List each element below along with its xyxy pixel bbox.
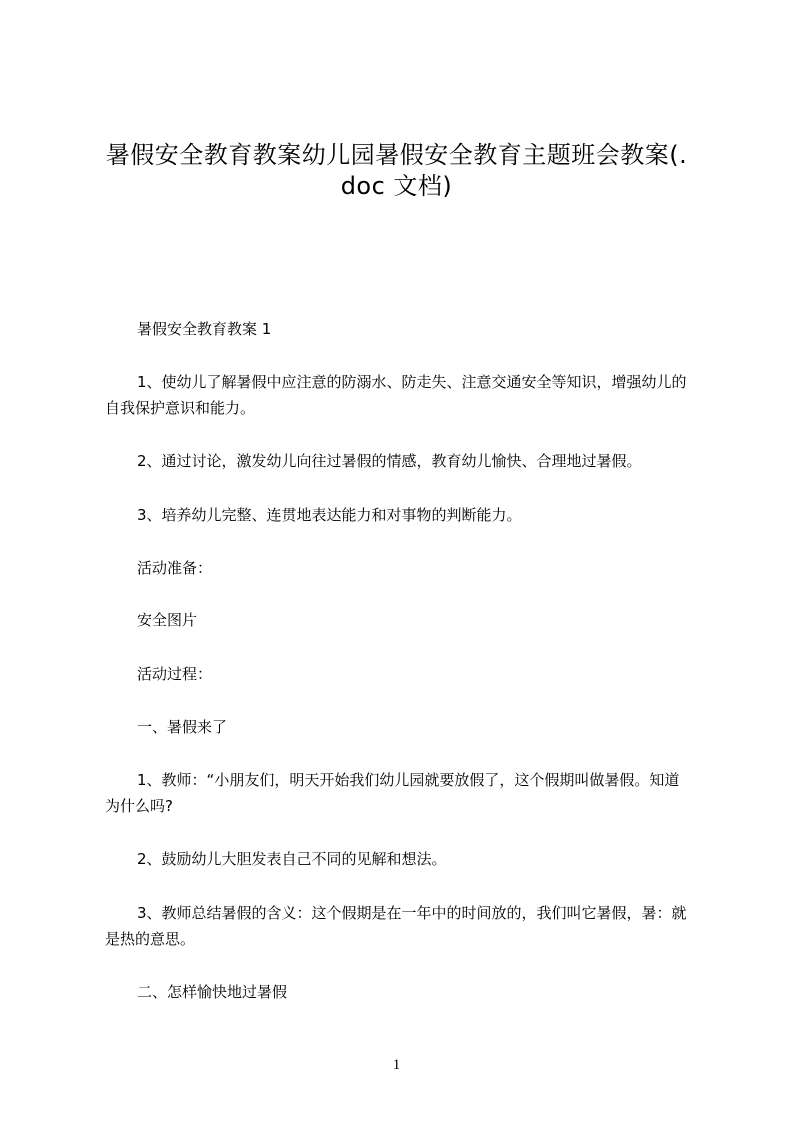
paragraph-goal-1: 1、使幼儿了解暑假中应注意的防溺水、防走失、注意交通安全等知识，增强幼儿的自我保护意识和能力。 xyxy=(105,373,687,417)
paragraph-part-2-heading: 二、怎样愉快地过暑假 xyxy=(137,983,288,1001)
paragraph-process-label: 活动过程： xyxy=(137,665,213,683)
paragraph-preparation-label: 活动准备： xyxy=(137,559,213,577)
paragraph-goal-3: 3、培养幼儿完整、连贯地表达能力和对事物的判断能力。 xyxy=(137,506,522,524)
title-line-1: 暑假安全教育教案幼儿园暑假安全教育主题班会教案(. xyxy=(105,141,688,169)
document-title xyxy=(80,140,713,202)
paragraph-step-3: 3、教师总结暑假的含义：这个假期是在一年中的时间放的，我们叫它暑假，暑：就是热的意思。 xyxy=(105,904,687,948)
page-number: 1 xyxy=(392,1057,401,1073)
paragraph-preparation-item: 安全图片 xyxy=(137,611,198,629)
section-heading: 暑假安全教育教案 1 xyxy=(137,320,272,338)
paragraph-goal-2: 2、通过讨论，激发幼儿向往过暑假的情感，教育幼儿愉快、合理地过暑假。 xyxy=(137,452,642,470)
paragraph-step-2: 2、鼓励幼儿大胆发表自己不同的见解和想法。 xyxy=(137,850,447,868)
paragraph-step-1: 1、教师：“小朋友们，明天开始我们幼儿园就要放假了，这个假期叫做暑假。知道为什么吗? xyxy=(105,771,680,815)
paragraph-part-1-heading: 一、暑假来了 xyxy=(137,718,228,736)
title-line-2: doc 文档) xyxy=(340,172,453,200)
